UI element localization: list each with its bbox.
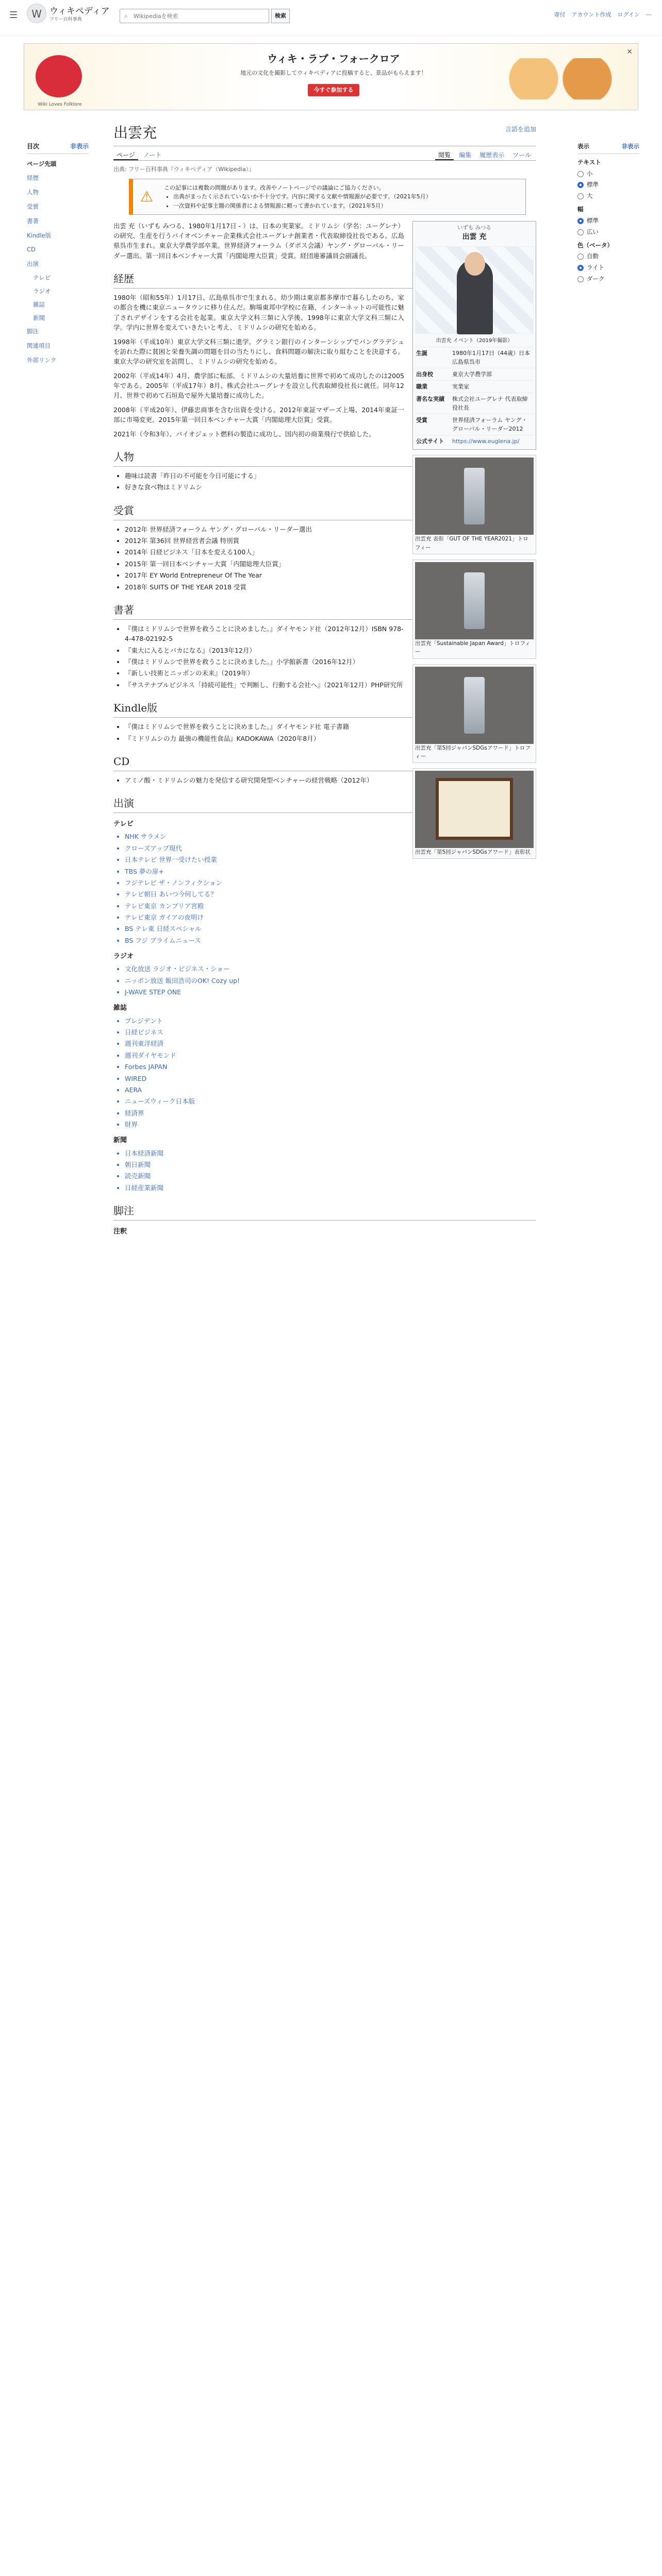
text-size-label: テキスト <box>577 158 601 166</box>
option-label: ライト <box>587 264 605 272</box>
list-item: • 『サステナブルビジネス「持続可能性」で判断し、行動する会社へ』（2021年12月）PHP研究所 <box>125 680 536 690</box>
list-item: • 好きな食べ物はミドリムシ <box>125 482 536 492</box>
paragraph: 2008年（平成20年）、伊藤忠商事を含む出資を受ける。2012年東証マザーズ上場、2014年東証一部に市場変更。2015年第一回日本ベンチャー大賞「内閣総理大臣賞」受賞。 <box>113 405 404 424</box>
notice-item: • 出典がまったく示されていないか不十分です。内容に関する文献や情報源が必要です。（2021年5月） <box>173 192 520 201</box>
add-language-link[interactable]: 言語を追加 <box>505 126 536 133</box>
tab-history[interactable]: 履歴表示 <box>479 151 505 159</box>
list-item[interactable]: • 文化放送 ラジオ・ビジネス・ショー <box>125 964 536 974</box>
user-tools <box>554 10 652 19</box>
infobox <box>412 221 536 450</box>
list-item[interactable]: • ニューズウィーク日本版 <box>125 1096 536 1106</box>
banner-image <box>493 58 627 99</box>
search-icon: ⌕ <box>124 12 128 20</box>
width-option[interactable] <box>577 216 639 226</box>
list-item[interactable]: • テレビ朝日 あいつ今何してる？ <box>125 889 536 899</box>
bullet-list <box>125 964 536 997</box>
toc-title: 目次 <box>27 143 40 150</box>
toc-item[interactable]: CD <box>27 246 36 253</box>
option-label: 小 <box>587 170 593 177</box>
toc-item[interactable]: 人物 <box>27 189 39 196</box>
page-title: 出雲充 <box>113 122 536 146</box>
list-item: • 『ミドリムシの力 最強の機能性食品』KADOKAWA（2020年8月） <box>125 734 536 743</box>
list-item: • 『僕はミドリムシで世界を救うことに決めました。』ダイヤモンド社 電子書籍 <box>125 722 536 732</box>
list-item[interactable]: • BS テレ東 日経スペシャル <box>125 924 536 934</box>
list-item: • 『新しい技術とニッポンの未来』（2019年） <box>125 668 536 678</box>
close-icon[interactable]: ✕ <box>626 48 633 56</box>
login-link[interactable]: ログイン <box>617 11 640 18</box>
section-heading: 経歴 <box>113 271 536 289</box>
text-size-option[interactable] <box>577 180 639 190</box>
list-item[interactable]: • ニッポン放送 飯田浩司のOK! Cozy up! <box>125 976 536 986</box>
toc-hide-button[interactable]: 非表示 <box>70 143 89 150</box>
radio-icon <box>577 182 584 188</box>
infobox-key: 公式サイト <box>416 438 444 445</box>
infobox-title: 出雲 充 <box>462 232 487 241</box>
list-item: • 2012年 世界経済フォーラム ヤング・グローバル・リーダー選出 <box>125 524 536 534</box>
subsection-heading: 雑誌 <box>113 1004 127 1012</box>
toc-subitem[interactable]: テレビ <box>33 274 51 282</box>
figure-caption: 出雲充「第5回ジャパンSDGsアワード」トロフィー <box>415 744 531 759</box>
banner-subtitle: 地元の文化を撮影してウィキペディアに投稿すると、景品がもらえます！ <box>240 70 427 76</box>
toc-item[interactable]: 書著 <box>27 217 39 225</box>
list-item: • 『東大に入るとバカになる』（2013年12月） <box>125 646 536 655</box>
infobox-key: 出身校 <box>416 371 433 378</box>
radio-icon <box>577 276 584 282</box>
infobox-reading: いずも みつる <box>457 224 492 231</box>
banner-logo-text: Wiki Loves Folklore <box>38 102 82 107</box>
wordmark[interactable]: ウィキペディア <box>49 6 110 16</box>
infobox-row <box>415 368 534 380</box>
search-button[interactable]: 検索 <box>271 9 290 23</box>
list-item[interactable]: • 財界 <box>125 1120 536 1129</box>
paragraph: 1980年（昭和55年）1月17日、広島県呉市で生まれる。幼少期は東京都多摩市で暮らしたのち、家の都合を機に東京ニュータウンに移り住んだ。駒場東邦中学校に在籍、インターネットの可能性に魅了されデザインをする会社を起業。東京大学文科三類に入学後、1998年に東京大学文科三類に入学。学内に世界を変えていきたいと考え、ミドリムシの研究を始める。 <box>113 294 404 332</box>
toc-item[interactable]: Kindle版 <box>27 231 52 239</box>
article <box>113 122 536 1239</box>
more-icon[interactable]: ⋯ <box>646 11 652 18</box>
figure <box>412 768 536 859</box>
list-item: • 2018年 SUITS OF THE YEAR 2018 受賞 <box>125 582 536 592</box>
bullet-list <box>125 1016 536 1130</box>
search-input[interactable] <box>120 9 269 23</box>
search-placeholder: Wikipediaを検索 <box>134 13 178 20</box>
figure-caption: 出雲充「第5回ジャパンSDGsアワード」表彰状 <box>415 849 531 856</box>
infobox-key: 職業 <box>416 383 427 391</box>
infobox-key: 生誕 <box>416 350 427 357</box>
infobox-value: 実業家 <box>452 383 469 391</box>
create-account-link[interactable]: アカウント作成 <box>571 11 611 18</box>
list-item: • 2014年 日経ビジネス「日本を変える100人」 <box>125 547 536 557</box>
view-tabs <box>435 148 536 160</box>
infobox-key: 受賞 <box>416 417 427 424</box>
list-item: • 2017年 EY World Entrepreneur Of The Year <box>125 570 536 580</box>
toc-sidebar <box>27 142 89 368</box>
infobox-value: 世界経済フォーラム ヤング・グローバル・リーダー2012 <box>452 417 527 433</box>
list-item: • 『僕はミドリムシで世界を救うことに決めました。』ダイヤモンド社（2012年12月）ISBN 978-4-478-02192-5 <box>125 624 536 644</box>
list-item[interactable]: • クローズアップ現代 <box>125 843 536 853</box>
color-option[interactable] <box>577 263 639 273</box>
toc-subitem[interactable]: 新聞 <box>33 314 45 321</box>
section-heading: 出演 <box>113 795 536 813</box>
color-label: 色（ベータ） <box>577 241 613 249</box>
list-item[interactable]: • フジテレビ ザ・ノンフィクション <box>125 878 536 888</box>
certificate-shape <box>436 778 513 840</box>
list-item[interactable]: • プレジデント <box>125 1016 536 1026</box>
tagline: フリー百科事典 <box>49 17 82 22</box>
toc-item[interactable]: ページ先頭 <box>27 160 57 167</box>
infobox-value: 東京大学農学部 <box>452 371 492 378</box>
radio-icon <box>577 193 584 199</box>
toc-item[interactable]: 受賞 <box>27 203 39 211</box>
toc-item[interactable]: 脚注 <box>27 328 39 335</box>
section-heading: Kindle版 <box>113 700 536 718</box>
paragraph: 2002年（平成14年）4月、農学部に転部。ミドリムシの大量培養に世界で初めて成功したのは2005年である。2005年（平成17年）8月、株式会社ユーグレナを設立し代表取締役社長に就任。同年12月、世界で初めて石垣島で屋外大量培養に成功した。 <box>113 371 404 400</box>
infobox-row <box>415 393 534 414</box>
infobox-row <box>415 380 534 393</box>
portrait-photo[interactable] <box>415 246 534 334</box>
infobox-key: 著名な実績 <box>416 396 444 403</box>
list-item[interactable]: • Forbes JAPAN <box>125 1062 536 1072</box>
infobox-value: 株式会社ユーグレナ 代表取締役社長 <box>452 396 528 412</box>
toc-item[interactable]: 関連項目 <box>27 342 51 350</box>
trophy-shape <box>464 572 485 629</box>
site-header <box>0 0 662 36</box>
tab-page[interactable]: ページ <box>113 148 138 160</box>
figure <box>412 664 536 764</box>
page-tabs <box>113 148 536 161</box>
radio-icon <box>577 171 584 177</box>
list-item[interactable]: • テレビ東京 カンブリア宮殿 <box>125 901 536 911</box>
text-size-option[interactable] <box>577 170 639 179</box>
campaign-banner <box>24 43 638 110</box>
list-item: • 2015年 第一回日本ベンチャー大賞「内閣総理大臣賞」 <box>125 559 536 569</box>
option-label: 標準 <box>587 216 599 224</box>
donate-link[interactable]: 寄付 <box>554 11 566 18</box>
banner-title: ウィキ・ラブ・フォークロア <box>267 53 400 65</box>
toc-item[interactable]: 外部リンク <box>27 356 57 364</box>
trophy-shape <box>464 468 485 524</box>
tab-talk[interactable]: ノート <box>143 151 162 159</box>
appearance-header <box>577 142 639 154</box>
list-item: • 2012年 第36回 世界経営者会議 特別賞 <box>125 536 536 546</box>
section-heading: 書著 <box>113 602 536 620</box>
list-item: • アミノ酸・ミドリムシの魅力を発信する研究開発型ベンチャーの経営戦略（2012年） <box>125 775 536 785</box>
appearance-hide-button[interactable]: 非表示 <box>621 143 639 150</box>
figure-image[interactable] <box>415 667 534 744</box>
list-item[interactable]: • 経済界 <box>125 1108 536 1118</box>
tab-tools[interactable]: ツール <box>512 151 531 159</box>
banner-join-button[interactable]: 今すぐ参加する <box>308 84 359 96</box>
width-label: 幅 <box>577 206 584 213</box>
subsection-heading: 注釈 <box>113 1228 127 1236</box>
list-item[interactable]: • AERA <box>125 1085 536 1095</box>
warning-icon: ⚠ <box>140 188 154 206</box>
section-heading: 人物 <box>113 449 536 467</box>
list-item[interactable]: • テレビ東京 ガイアの夜明け <box>125 912 536 922</box>
figure-caption: 出雲充「Sustainable Japan Award」トロフィー <box>415 640 531 655</box>
option-label: 自動 <box>587 252 599 260</box>
list-item[interactable]: • TBS 夢の扉+ <box>125 867 536 876</box>
section-heading: CD <box>113 754 536 771</box>
radio-icon <box>577 229 584 235</box>
option-label: 広い <box>587 228 599 235</box>
radio-icon <box>577 253 584 260</box>
paragraph: 2021年（令和3年）、バイオジェット燃料の製造に成功し、国内初の商業飛行で供給した。 <box>113 430 375 438</box>
text-size-option[interactable] <box>577 192 639 201</box>
list-item[interactable]: • 読売新聞 <box>125 1171 536 1181</box>
wikipedia-logo[interactable]: W <box>27 4 46 23</box>
list-item[interactable]: • 日経産業新聞 <box>125 1183 536 1193</box>
figure-caption: 出雲充 表彰「GUT OF THE YEAR2021」トロフィー <box>415 536 528 551</box>
option-label: 大 <box>587 192 593 200</box>
infobox-row <box>415 435 534 447</box>
list-item[interactable]: • J-WAVE STEP ONE <box>125 987 536 997</box>
list-item[interactable]: • BS フジ プライムニュース <box>125 936 536 945</box>
tab-edit[interactable]: 編集 <box>459 151 472 159</box>
color-option[interactable] <box>577 252 639 261</box>
folklore-logo <box>36 55 82 97</box>
section-heading: 受賞 <box>113 503 536 520</box>
paragraph: 1998年（平成10年）東京大学文科三類に進学。グラミン銀行のインターンシップでバングラデシュを訪れた際に貧困と栄養失調の問題を目の当たりにし、食料問題の解決に取り組むことを決意する。東京大学の研究室を訪問し、ミドリムシの研究を始める。 <box>113 337 404 366</box>
appearance-panel <box>577 142 639 286</box>
infobox-value[interactable]: https://www.euglena.jp/ <box>452 438 520 445</box>
infobox-row <box>415 414 534 435</box>
list-item[interactable]: • 朝日新聞 <box>125 1160 536 1170</box>
section-heading: 脚注 <box>113 1203 536 1221</box>
person-face <box>465 252 485 276</box>
radio-icon <box>577 218 584 224</box>
photo-caption: 出雲充 イベント（2019年撮影） <box>436 337 513 344</box>
maintenance-notice <box>129 179 526 214</box>
subsection-heading: ラジオ <box>113 953 134 961</box>
source-line: 出典: フリー百科事典『ウィキペディア（Wikipedia）』 <box>113 166 255 173</box>
list-item[interactable]: • NHK サラメシ <box>125 832 536 841</box>
figure-image[interactable] <box>415 771 534 848</box>
width-option[interactable] <box>577 228 639 237</box>
appearance-title: 表示 <box>577 143 589 150</box>
toc-subitem[interactable]: ラジオ <box>33 287 51 295</box>
list-item[interactable]: • 週刊ダイヤモンド <box>125 1050 536 1060</box>
list-item[interactable]: • 日本テレビ 世界一受けたい授業 <box>125 855 536 865</box>
toc-header <box>27 142 89 154</box>
menu-icon[interactable]: ☰ <box>9 10 18 21</box>
list-item[interactable]: • 日経ビジネス <box>125 1027 536 1037</box>
figure <box>412 455 536 554</box>
infobox-rows <box>415 347 534 447</box>
list-item[interactable]: • 日本経済新聞 <box>125 1148 536 1158</box>
trophy-shape <box>464 677 485 734</box>
list-item: • 趣味は読書「昨日の不可能を今日可能にする」 <box>125 471 536 481</box>
option-label: 標準 <box>587 181 599 189</box>
subsection-heading: 新聞 <box>113 1137 127 1145</box>
list-item[interactable]: • WIRED <box>125 1074 536 1083</box>
toc-item[interactable]: 出演 <box>27 260 39 268</box>
notice-lead: この記事には複数の問題があります。改善やノートページでの議論にご協力ください。 <box>164 184 385 192</box>
list-item[interactable]: • 週刊東洋経済 <box>125 1039 536 1048</box>
color-option[interactable] <box>577 275 639 284</box>
figure <box>412 560 536 659</box>
infobox-value: 1980年1月17日（44歳）日本 広島県呉市 <box>452 350 530 366</box>
notice-item: • 一次資料や記事主題の関係者による情報源に頼って書かれています。（2021年5月） <box>173 201 520 210</box>
toc-item[interactable]: 経歴 <box>27 174 39 182</box>
subsection-heading: テレビ <box>113 820 134 828</box>
figure-image[interactable] <box>415 562 534 639</box>
toc-subitem[interactable]: 雑誌 <box>33 300 45 308</box>
infobox-row <box>415 347 534 368</box>
radio-icon <box>577 265 584 271</box>
figure-image[interactable] <box>415 457 534 535</box>
option-label: ダーク <box>587 275 605 282</box>
tab-read[interactable]: 閲覧 <box>435 148 454 160</box>
list-item: • 『僕はミドリムシで世界を救うことに決めました。』小学館新書（2016年12月） <box>125 657 536 667</box>
intro-paragraph: 出雲 充（いずも みつる、1980年1月17日 - ）は、日本の実業家。ミドリムシ（学名：ユーグレナ）の研究、生産を行うバイオベンチャー企業株式会社ユーグレナ創業者・代表取締役社長である。広島県呉市生まれ。東京大学農学部卒業。世界経済フォーラム（ダボス会議）ヤング・グローバル・リーダー選出。第一回日本ベンチャー大賞「内閣総理大臣賞」受賞。経団連審議員会副議長。 <box>113 222 404 260</box>
bullet-list <box>125 1148 536 1193</box>
